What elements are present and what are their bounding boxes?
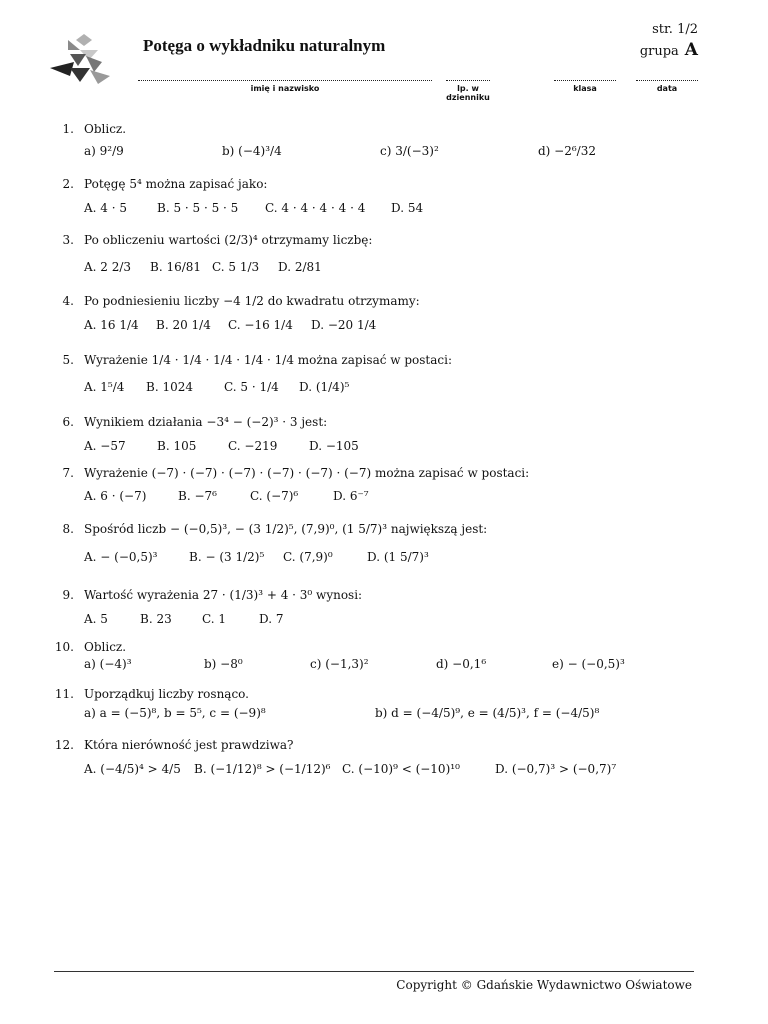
- group-letter: A: [684, 40, 698, 60]
- answer-d: d) −0,1⁶: [436, 657, 487, 671]
- task-question: Po podniesieniu liczby −4 1/2 do kwadratu otrzymamy:: [84, 294, 420, 308]
- answer-d: D. (1/4)⁵: [299, 380, 350, 394]
- answer-a: a) 9²/9: [84, 144, 124, 158]
- answer-c: C. (−7)⁶: [250, 489, 299, 503]
- answer-b: B. 23: [140, 612, 172, 626]
- answer-a: a) a = (−5)⁸, b = 5⁵, c = (−9)⁸: [84, 706, 266, 720]
- task-question: Wyrażenie 1/4 · 1/4 · 1/4 · 1/4 · 1/4 można zapisać w postaci:: [84, 353, 452, 367]
- answer-b: B. 5 · 5 · 5 · 5: [157, 201, 239, 215]
- task-question: Oblicz.: [84, 122, 127, 136]
- footer-divider: [54, 971, 694, 972]
- answer-b: B. (−1/12)⁸ > (−1/12)⁶: [194, 762, 331, 776]
- answer-b: B. 1024: [146, 380, 193, 394]
- answer-a: a) (−4)³: [84, 657, 132, 671]
- answer-b: B. − (3 1/2)⁵: [189, 550, 265, 564]
- task-question: Oblicz.: [84, 640, 127, 654]
- answer-a: A. −57: [84, 439, 126, 453]
- task-question: Uporządkuj liczby rosnąco.: [84, 687, 249, 701]
- answer-b: B. 105: [157, 439, 197, 453]
- answer-a: A. (−4/5)⁴ > 4/5: [84, 762, 181, 776]
- answer-a: A. 5: [84, 612, 108, 626]
- answer-b: B. −7⁶: [178, 489, 217, 503]
- answer-c: C. 1: [202, 612, 227, 626]
- answer-c: c) (−1,3)²: [310, 657, 369, 671]
- task-question: Potęgę 5⁴ można zapisać jako:: [84, 177, 268, 191]
- task-question: Po obliczeniu wartości (2/3)⁴ otrzymamy liczbę:: [84, 233, 373, 247]
- answer-c: C. (−10)⁹ < (−10)¹⁰: [342, 762, 460, 776]
- answer-b: b) (−4)³/4: [222, 144, 282, 158]
- answer-a: A. − (−0,5)³: [84, 550, 158, 564]
- answer-c: C. 4 · 4 · 4 · 4 · 4: [265, 201, 366, 215]
- answer-d: D. 7: [259, 612, 284, 626]
- answer-a: A. 4 · 5: [84, 201, 128, 215]
- task-question: Która nierówność jest prawdziwa?: [84, 738, 294, 752]
- group-label: grupa A: [639, 40, 698, 60]
- answer-b: B. 16/81: [150, 260, 202, 274]
- answer-d: D. (−0,7)³ > (−0,7)⁷: [495, 762, 617, 776]
- answer-a: A. 16 1/4: [84, 318, 139, 332]
- answer-b: B. 20 1/4: [156, 318, 211, 332]
- answer-c: C. −16 1/4: [228, 318, 293, 332]
- task-question: Wyrażenie (−7) · (−7) · (−7) · (−7) · (−7) · (−7) można zapisać w postaci:: [84, 466, 530, 480]
- answer-c: C. −219: [228, 439, 278, 453]
- answer-a: A. 6 · (−7): [84, 489, 147, 503]
- name-field[interactable]: imię i nazwisko: [138, 72, 432, 93]
- answer-e: e) − (−0,5)³: [552, 657, 625, 671]
- task-question: Wartość wyrażenia 27 · (1/3)³ + 4 · 3⁰ wynosi:: [84, 588, 363, 602]
- answer-d: D. 2/81: [278, 260, 322, 274]
- answer-c: C. (7,9)⁰: [283, 550, 333, 564]
- answer-b: b) d = (−4/5)⁹, e = (4/5)³, f = (−4/5)⁸: [375, 706, 600, 720]
- date-field[interactable]: data: [636, 72, 698, 93]
- answer-d: D. 54: [391, 201, 424, 215]
- answer-c: c) 3/(−3)²: [380, 144, 439, 158]
- publisher-logo-icon: [46, 32, 114, 88]
- answer-d: D. −105: [309, 439, 359, 453]
- answer-a: A. 2 2/3: [84, 260, 132, 274]
- register-number-field[interactable]: lp. w dzienniku: [446, 72, 490, 102]
- task-question: Spośród liczb − (−0,5)³, − (3 1/2)⁵, (7,9)⁰, (1 5/7)³ największą jest:: [84, 522, 488, 536]
- copyright-text: Copyright © Gdańskie Wydawnictwo Oświatowe: [396, 978, 692, 992]
- answer-c: C. 5 1/3: [212, 260, 260, 274]
- answer-d: D. 6⁻⁷: [333, 489, 369, 503]
- answer-d: D. (1 5/7)³: [367, 550, 429, 564]
- task-question: Wynikiem działania −3⁴ − (−2)³ · 3 jest:: [84, 415, 328, 429]
- page-number: str. 1/2: [652, 22, 698, 37]
- answer-d: D. −20 1/4: [311, 318, 377, 332]
- answer-d: d) −2⁶/32: [538, 144, 596, 158]
- answer-a: A. 1⁵/4: [84, 380, 125, 394]
- page-title: Potęga o wykładniku naturalnym: [143, 36, 386, 55]
- class-field[interactable]: klasa: [554, 72, 616, 93]
- answer-b: b) −8⁰: [204, 657, 243, 671]
- answer-c: C. 5 · 1/4: [224, 380, 279, 394]
